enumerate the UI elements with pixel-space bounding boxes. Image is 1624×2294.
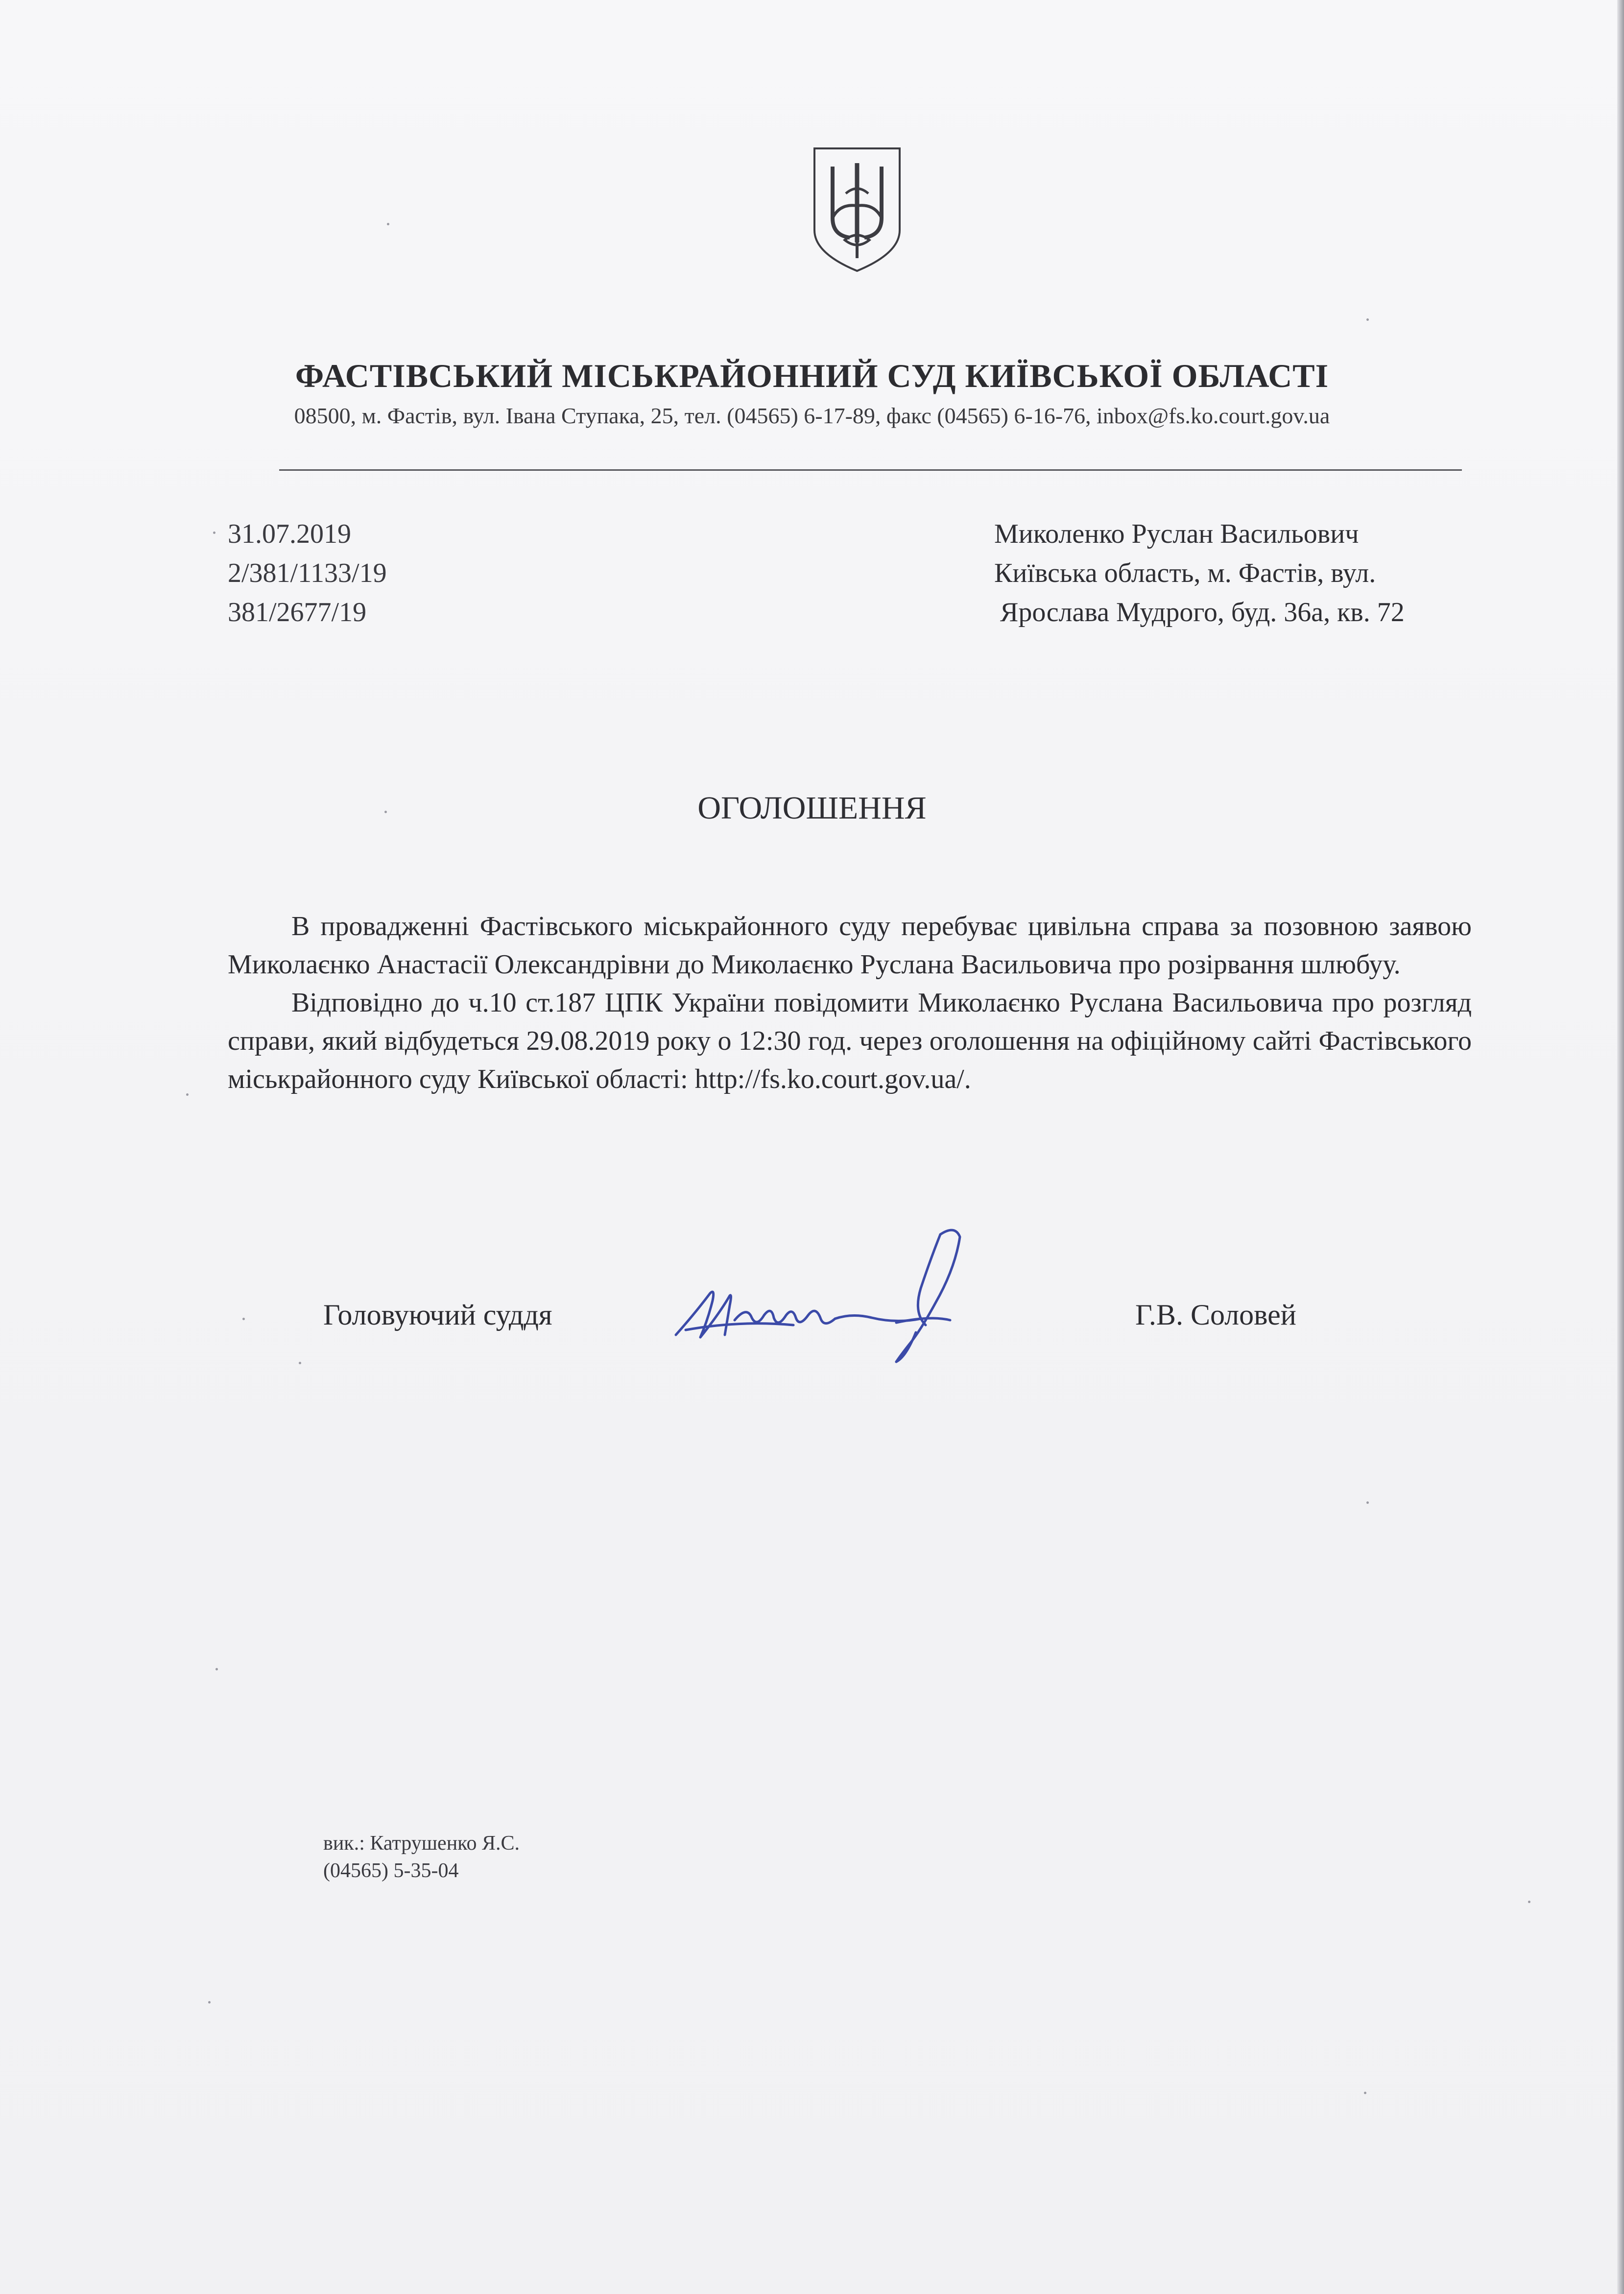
- scan-edge-shadow: [1617, 0, 1624, 2294]
- reference-number: 381/2677/19: [228, 597, 367, 628]
- body-paragraph: Відповідно до ч.10 ст.187 ЦПК України повідомити Миколаєнко Руслана Васильовича про розгляд справи, який відбудеться 29.08.2019 року о 12:30 год. через оголошення на офіційному сайті Фастівського міськрайонного суду Київської області: http://fs.ko.court.gov.ua/.: [228, 988, 1472, 1094]
- document-meta: [228, 514, 387, 632]
- scan-speck: [299, 1362, 301, 1364]
- recipient-address-line1: Київська область, м. Фастів, вул.: [994, 558, 1376, 588]
- scan-speck: [1366, 1501, 1369, 1504]
- trident-coat-of-arms-icon: [811, 145, 904, 274]
- scan-speck: [384, 811, 387, 813]
- document-title: ОГОЛОШЕННЯ: [697, 790, 927, 826]
- scan-speck: [1364, 2092, 1366, 2094]
- recipient-name: Миколенко Руслан Васильович: [994, 519, 1359, 549]
- scan-speck: [1528, 1901, 1530, 1903]
- document-body: [228, 907, 1472, 1098]
- recipient-address-line2: Ярослава Мудрого, буд. 36а, кв. 72: [1000, 597, 1405, 628]
- judge-name: Г.В. Соловей: [1135, 1299, 1296, 1331]
- handwritten-signature: [666, 1215, 1009, 1376]
- court-name: ФАСТІВСЬКИЙ МІСЬКРАЙОННИЙ СУД КИЇВСЬКОЇ ОБЛАСТІ: [295, 357, 1329, 394]
- scan-speck: [208, 2001, 211, 2004]
- document-date: 31.07.2019: [228, 519, 351, 549]
- scan-speck: [213, 531, 215, 534]
- signature-label: Головуючий суддя: [323, 1299, 552, 1331]
- court-contacts: 08500, м. Фастів, вул. Івана Ступака, 25, тел. (04565) 6-17-89, факс (04565) 6-16-76, inbox@fs.ko.court.gov.ua: [294, 403, 1330, 428]
- scan-speck: [242, 1318, 245, 1320]
- executor-name: вик.: Катрушенко Я.С.: [323, 1832, 520, 1855]
- body-paragraph: В провадженні Фастівського міськрайонного суду перебуває цивільна справа за позовною заявою Миколаєнко Анастасії Олександрівни до Миколаєнко Руслана Васильовича про розірвання шлюбуу.: [228, 911, 1472, 980]
- header-divider: [279, 469, 1462, 471]
- case-number: 2/381/1133/19: [228, 558, 387, 588]
- scan-speck: [387, 223, 389, 225]
- executor-block: [323, 1830, 520, 1884]
- recipient-block: [994, 514, 1405, 632]
- scan-speck: [186, 1093, 189, 1096]
- scan-speck: [215, 1668, 218, 1670]
- executor-phone: (04565) 5-35-04: [323, 1859, 459, 1882]
- scan-speck: [1366, 318, 1369, 321]
